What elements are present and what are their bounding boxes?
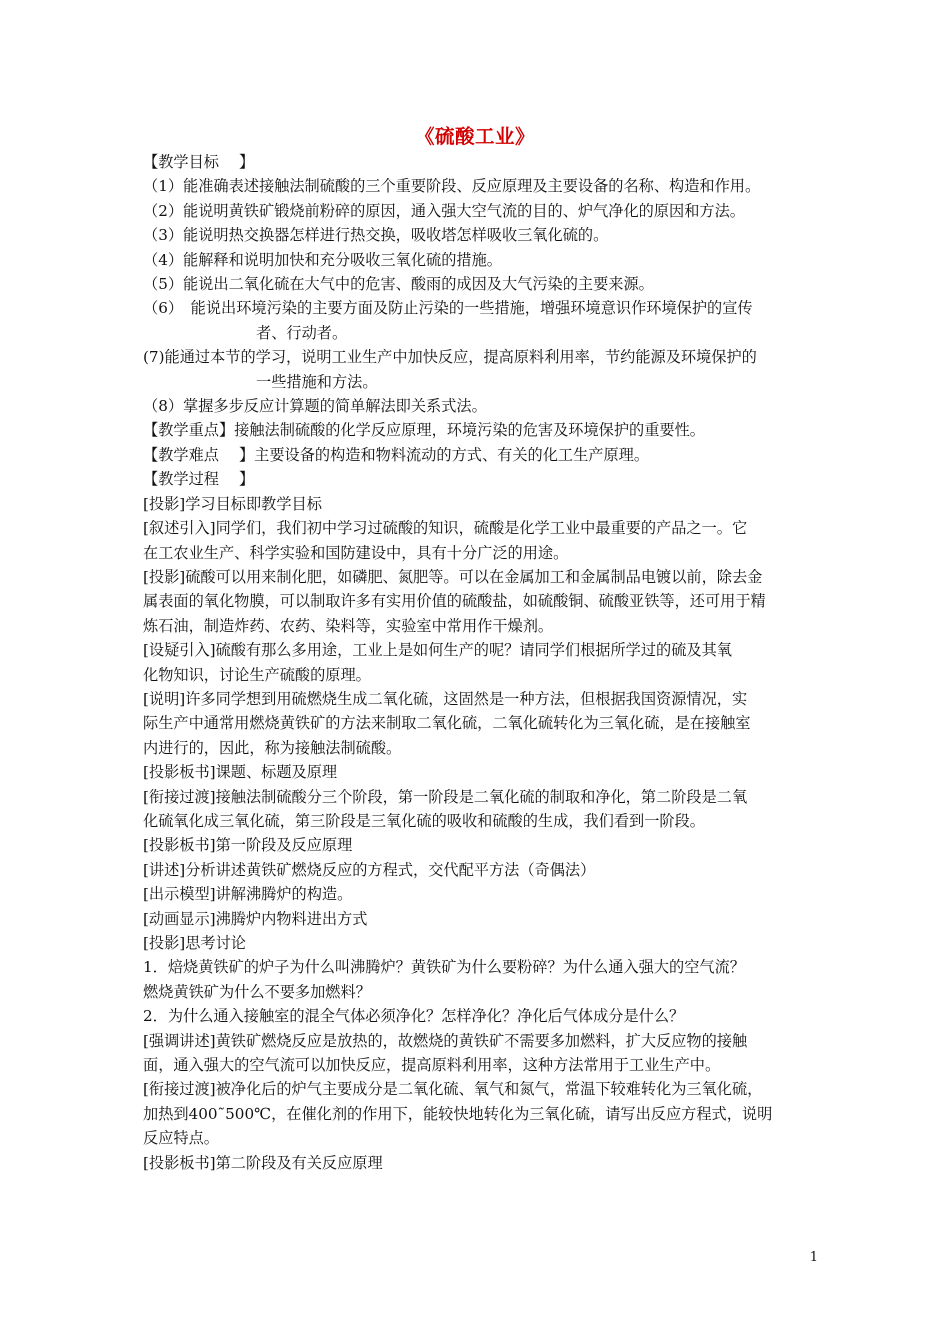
page-number: 1 <box>809 1250 818 1265</box>
text-line: 化硫氧化成三氧化硫，第三阶段是三氧化硫的吸收和硫酸的生成，我们看到一阶段。 <box>143 811 705 830</box>
text-line: [投影]学习目标即教学目标 <box>143 494 322 513</box>
text-line: 【教学目标 】 <box>143 153 255 171</box>
text-line: [讲述]分析讲述黄铁矿燃烧反应的方程式，交代配平方法（奇偶法） <box>143 860 596 879</box>
document-title: 《硫酸工业》 <box>414 125 535 148</box>
text-line: （5）能说出二氧化硫在大气中的危害、酸雨的成因及大气污染的主要来源。 <box>143 275 654 294</box>
text-line: 属表面的氧化物膜，可以制取许多有实用价值的硫酸盐，如硫酸铜、硫酸亚铁等，还可用于精 <box>143 592 766 611</box>
text-line: （3）能说明热交换器怎样进行热交换，吸收塔怎样吸收三氧化硫的。 <box>143 226 609 245</box>
text-line: （6） 能说出环境污染的主要方面及防止污染的一些措施，增强环境意识作环境保护的宣传 <box>143 299 753 318</box>
text-line: 【教学难点 】主要设备的构造和物料流动的方式、有关的化工生产原理。 <box>143 445 650 464</box>
text-line: 际生产中通常用燃烧黄铁矿的方法来制取二氧化硫，二氧化硫转化为三氧化硫，是在接触室 <box>143 714 751 733</box>
text-line: 加热到400˜500℃，在催化剂的作用下，能较快地转化为三氧化硫，请写出反应方程式，说明 <box>143 1104 773 1123</box>
text-line: [出示模型]讲解沸腾炉的构造。 <box>143 885 353 904</box>
text-line: 1．焙烧黄铁矿的炉子为什么叫沸腾炉？黄铁矿为什么要粉碎？为什么通入强大的空气流？ <box>143 958 745 977</box>
text-line: （4）能解释和说明加快和充分吸收三氧化硫的措施。 <box>143 250 502 269</box>
text-line: [叙述引入]同学们，我们初中学习过硫酸的知识，硫酸是化学工业中最重要的产品之一。它 <box>143 519 748 538</box>
text-line: 【教学过程 】 <box>143 470 255 489</box>
text-line: 2．为什么通入接触室的混全气体必须净化？怎样净化？净化后气体成分是什么？ <box>143 1007 685 1026</box>
text-line: [衔接过渡]被净化后的炉气主要成分是二氧化硫、氧气和氮气，常温下较难转化为三氧化硫， <box>143 1080 763 1099</box>
text-line: [动画显示]沸腾炉内物料进出方式 <box>143 909 368 928</box>
text-line: 反应特点。 <box>143 1129 219 1148</box>
text-line: 在工农业生产、科学实验和国防建设中，具有十分广泛的用途。 <box>143 543 569 562</box>
text-line: 炼石油，制造炸药、农药、染料等，实验室中常用作干燥剂。 <box>143 616 554 635</box>
text-line: [投影板书]课题、标题及原理 <box>143 763 338 782</box>
text-line: 【教学重点】接触法制硫酸的化学反应原理，环境污染的危害及环境保护的重要性。 <box>143 421 705 440</box>
text-line: [设疑引入]硫酸有那么多用途，工业上是如何生产的呢？请同学们根据所学过的硫及其氧 <box>143 641 732 660</box>
document-body <box>143 150 807 1175</box>
text-line: [投影]硫酸可以用来制化肥，如磷肥、氮肥等。可以在金属加工和金属制品电镀以前，除去金 <box>143 567 763 586</box>
text-line: 化物知识，讨论生产硫酸的原理。 <box>143 665 371 684</box>
text-line: [说明]许多同学想到用硫燃烧生成二氧化硫，这固然是一种方法，但根据我国资源情况，实 <box>143 689 748 708</box>
text-line: 燃烧黄铁矿为什么不要多加燃料？ <box>143 982 371 1001</box>
text-line: [衔接过渡]接触法制硫酸分三个阶段，第一阶段是二氧化硫的制取和净化，第二阶段是二氧 <box>143 787 748 806</box>
text-line: 者、行动者。 <box>256 323 348 342</box>
text-line: [强调讲述]黄铁矿燃烧反应是放热的，故燃烧的黄铁矿不需要多加燃料，扩大反应物的接触 <box>143 1031 748 1050</box>
text-line: （1）能准确表述接触法制硫酸的三个重要阶段、反应原理及主要设备的名称、构造和作用。 <box>143 177 761 196</box>
text-line: [投影板书]第一阶段及反应原理 <box>143 836 353 855</box>
text-line: [投影板书]第二阶段及有关反应原理 <box>143 1153 383 1172</box>
text-line: （8）掌握多步反应计算题的简单解法即关系式法。 <box>143 397 487 416</box>
text-line: 一些措施和方法。 <box>256 372 378 391</box>
text-line: [投影]思考讨论 <box>143 934 246 952</box>
text-line: 内进行的，因此，称为接触法制硫酸。 <box>143 738 402 757</box>
text-line: 面，通入强大的空气流可以加快反应，提高原料利用率，这种方法常用于工业生产中。 <box>143 1056 721 1075</box>
text-line: （2）能说明黄铁矿锻烧前粉碎的原因，通入强大空气流的目的、炉气净化的原因和方法。 <box>143 201 745 220</box>
text-line: (7)能通过本节的学习，说明工业生产中加快反应，提高原料利用率，节约能源及环境保护的 <box>143 348 757 367</box>
